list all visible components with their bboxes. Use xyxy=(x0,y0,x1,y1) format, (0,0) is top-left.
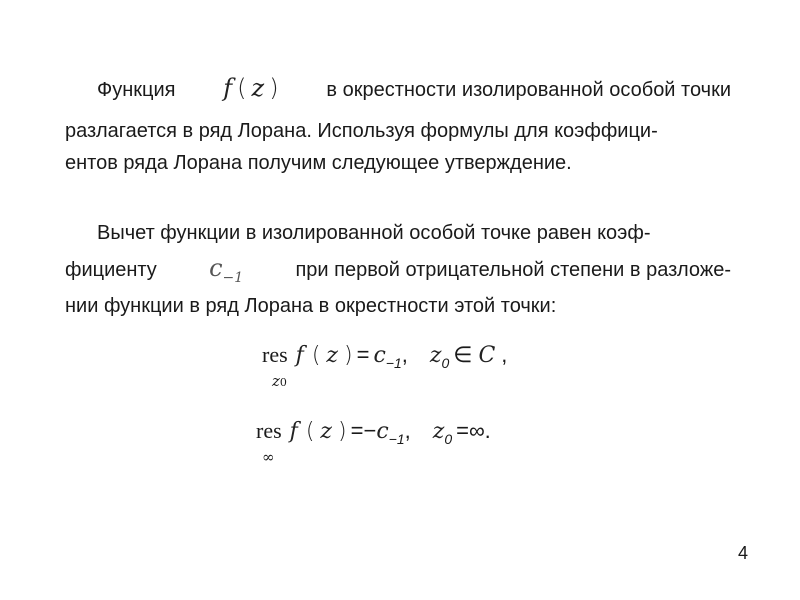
res-operator-infinity xyxy=(256,418,282,466)
f1-equals: = xyxy=(356,342,370,367)
paragraph2-line2-end: при первой отрицательной степени в разложе- xyxy=(295,259,731,281)
page-number: 4 xyxy=(737,543,748,563)
f2-infinity: ∞ xyxy=(468,418,485,443)
f2-f: f xyxy=(289,419,298,444)
f1-set-c: C xyxy=(478,343,496,368)
res-operator xyxy=(262,342,288,390)
c-symbol: c xyxy=(209,254,223,282)
paragraph1-line2 xyxy=(65,119,731,143)
paragraph1-line2-text: разлагается в ряд Лорана. Используя формулы для коэффици- xyxy=(65,120,658,142)
f1-in: ∈ xyxy=(453,342,473,367)
c-subscript: −1 xyxy=(222,270,244,286)
res-label: res xyxy=(262,342,288,367)
f2-equals: = xyxy=(350,418,364,443)
f1-comma2: , xyxy=(501,342,508,367)
res-subscript-infinity: ∞ xyxy=(262,448,275,466)
f1-f: f xyxy=(295,343,304,368)
res-label-2: res xyxy=(256,418,282,443)
paragraph2-line3 xyxy=(65,294,556,318)
f2-z: z xyxy=(320,419,332,444)
paragraph1-line3-text: ентов ряда Лорана получим следующее утверждение. xyxy=(65,152,572,174)
f1-open: ( xyxy=(311,343,321,368)
formula-residue-infinity xyxy=(256,418,491,466)
res-subscript: z0 xyxy=(272,372,287,390)
f1-z0: z xyxy=(429,343,442,368)
paragraph2-line3-text: нии функции в ряд Лорана в окрестности этой точки: xyxy=(65,295,557,317)
f2-period: . xyxy=(484,418,491,443)
f1-z: z xyxy=(326,343,338,368)
coefficient-c-minus-1 xyxy=(209,256,243,284)
f1-close: ) xyxy=(344,343,353,368)
paragraph1-line1 xyxy=(97,76,731,102)
f2-eq2: = xyxy=(456,418,469,443)
paragraph1-line1-start: Функция xyxy=(97,79,176,101)
f2-z0: z xyxy=(432,419,445,444)
f2-c: c xyxy=(376,419,389,444)
paragraph2-line2 xyxy=(65,256,731,284)
paragraph2-line1 xyxy=(97,221,731,245)
f1-c: c xyxy=(373,343,386,368)
fz-close: ) xyxy=(269,74,279,102)
f2-z0-sub: 0 xyxy=(444,431,453,447)
f2-c-sub: −1 xyxy=(388,431,405,447)
f2-minus: − xyxy=(363,418,377,443)
f2-comma1: , xyxy=(404,418,411,443)
paragraph2-line2-start: фициенту xyxy=(65,259,157,281)
paragraph1-line3 xyxy=(65,151,572,175)
f2-open: ( xyxy=(305,419,315,444)
paragraph1-line1-end: в окрестности изолированной особой точки xyxy=(326,79,731,101)
f2-close: ) xyxy=(338,419,347,444)
f1-z0-sub: 0 xyxy=(441,355,450,371)
formula-residue-finite xyxy=(262,342,508,390)
function-fz xyxy=(223,76,278,100)
f1-comma1: , xyxy=(401,342,408,367)
fz-open: ( xyxy=(237,74,247,102)
f1-c-sub: −1 xyxy=(385,355,402,371)
paragraph2-line1-text: Вычет функции в изолированной особой точке равен коэф- xyxy=(97,222,651,244)
fz-f: f xyxy=(223,74,233,102)
fz-z: z xyxy=(251,74,265,102)
